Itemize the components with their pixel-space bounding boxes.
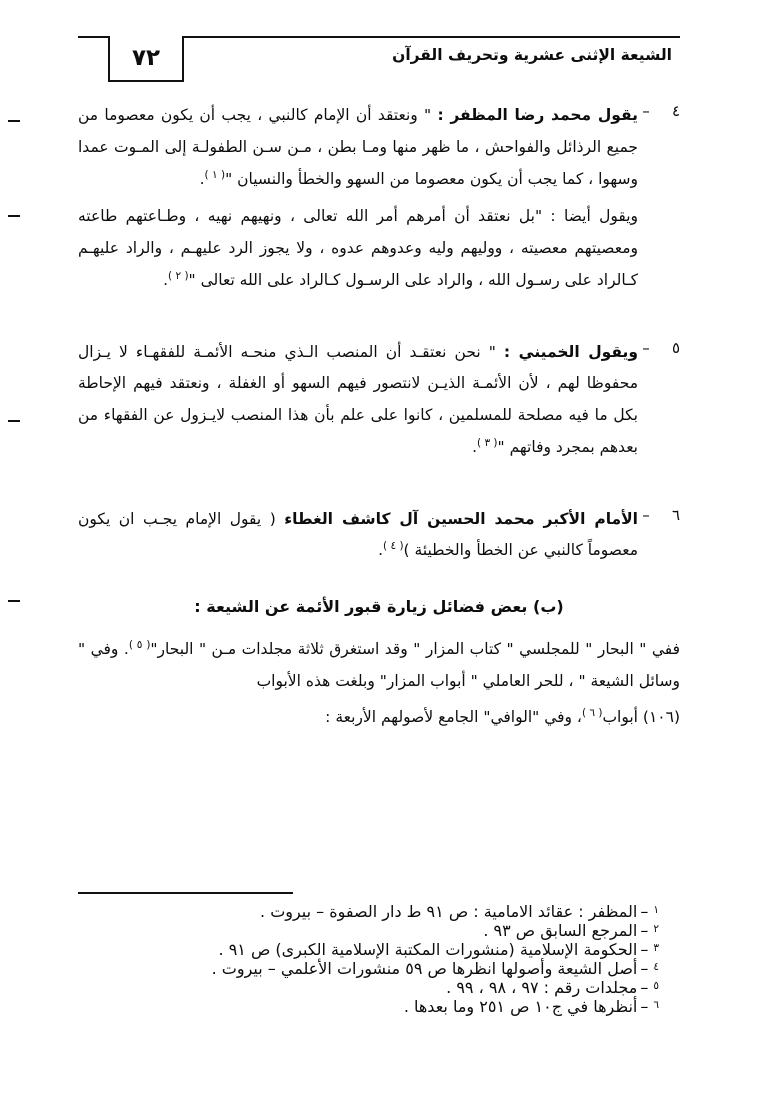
body-text [78,100,680,737]
spacer [78,488,680,504]
footnote-item [99,921,659,940]
section-text: . وفي " وسائل الشيعة " ، للحر العاملي " أبواب المزار" وبلغت هذه الأبواب [78,640,680,690]
footnote-text: أصل الشيعة وأصولها انظرها ص ٥٩ منشورات الأعلمي – بيروت . [211,958,638,978]
footnote-ref: ( ٢ ) [168,269,189,282]
footnote-list [78,902,680,1016]
section-text: (١٠٦) أبواب [602,707,680,726]
footnote-item [99,997,659,1016]
margin-tick-icon [8,420,20,422]
footnote-number: ١ [653,903,659,916]
footnote-ref: ( ١ ) [204,168,226,181]
item-number: ٥ [671,338,680,357]
footnote-dash: – [640,996,649,1016]
footnote-dash: – [640,977,649,997]
item-number: ٦ [671,505,680,524]
footnote-item [99,940,659,959]
item-dash: – [642,505,650,524]
footnote-item [99,978,659,997]
footnote-number: ٥ [653,979,659,992]
footnote-text: المظفر : عقائد الامامية : ص ٩١ ط دار الصفوة – بيروت . [260,901,638,921]
footnote-number: ٦ [653,998,659,1011]
list-item [78,100,680,303]
list-item [78,337,680,470]
footnote-number: ٤ [653,960,659,973]
margin-tick-icon [8,215,20,217]
item-body [78,100,638,303]
footnote-ref: ( ٣ ) [477,436,498,449]
footnote-dash: – [640,920,649,940]
footnote-number: ٢ [653,922,659,935]
footnote-separator [78,892,293,894]
footnote-text: المرجع السابق ص ٩٣ . [483,920,638,940]
item-body [78,504,638,574]
footnote-item [99,902,659,921]
footnote-text: أنظرها في ج١٠ ص ٢٥١ وما بعدها . [403,996,638,1016]
footnote-text: الحكومة الإسلامية (منشورات المكتبة الإسلامية الكبرى) ص ٩١ . [218,939,638,959]
section-heading: (ب) بعض فضائل زيارة قبور الأئمة عن الشيعة : [194,597,564,617]
section-text: ، وفي "الوافي" الجامع لأصولهم الأربعة : [325,707,582,726]
paragraph: ويقول الخميني : " نحن نعتقـد أن المنصب الـذي منحـه الأئمـة للفقهـاء لا يـزال محفوظا لهم ، لأن الأئمـة الذيـن لانتصور فيهم السهو أو الغفلة ، ونعتقد فيهم الإحاطة بكل ما فيه مصلحة للمسلمين ، كانوا على علم بأن هذا المنصب لايـزول عن الفقهاء من بعدهم بمجرد وفاتهم "$^{( ٣ )}$. [78,342,638,456]
page-number: ٧٢ [131,45,161,71]
footnote-ref: ( ٦ ) [581,706,603,719]
quote-text: " نحن نعتقـد أن المنصب الـذي منحـه الأئمـة للفقهـاء لا يـزال محفوظا لهم ، لأن الأئمـة الذيـن لانتصور فيهم السهو أو الغفلة ، ونعتقد فيهم الإحاطة بكل ما فيه مصلحة للمسلمين ، كانوا على علم بأن هذا المنصب لايـزول عن الفقهاء من بعدهم بمجرد وفاتهم " [78,342,638,456]
page-header [78,36,680,82]
item-dash: – [642,102,650,120]
footnote-dash: – [640,901,649,921]
footnote-dash: – [640,939,649,959]
footnote-item [99,959,659,978]
list-item [78,504,680,574]
quote-text: ويقول أيضا : "بل نعتقد أن أمرهم أمر الله تعالى ، ونهيهم نهيه ، وطـاعتهم طاعته ومعصيتهم معصيته ، ووليهم وليه وعدوهم عدوه ، ولا يجوز الرد عليهـم ، والراد عليهـم كـالراد على رسـول الله ، والراد على الرسـول كـالراد على الله تعالى " [78,207,638,289]
footnote-number: ٣ [653,941,659,954]
footnote-ref: ( ٤ ) [383,540,404,553]
footnote-area [78,892,680,1016]
page-number-box [108,36,184,82]
footnote-rule-wrap [78,892,680,902]
quote-attribution: الأمام الأكبر محمد الحسين آل كاشف الغطاء [284,509,638,528]
running-head-title: الشيعة الإثنى عشرية وتحريف القرآن [392,46,672,64]
item-dash: – [642,338,650,357]
item-number: ٤ [671,102,680,120]
quote-attribution: ويقول الخميني : [503,342,638,361]
section-text: ففي " البحار " للمجلسي " كتاب المزار " وقد استغرق ثلاثة مجلدات مـن " البحار" [150,640,681,659]
paragraph: الأمام الأكبر محمد الحسين آل كاشف الغطاء ( يقول الإمام يجـب ان يكون معصوماً كالنبي عن الخطأ والخطيئة )$^{( ٤ )}$. [78,509,638,560]
quote-attribution: يقول محمد رضا المظفر : [437,106,638,124]
quote-text: " ونعتقد أن الإمام كالنبي ، يجب أن يكون معصوما من جميع الرذائل والفواحش ، ما ظهر منها ومـا بطن ، مـن سـن الطفولـة إلى المـوت عمدا وسهوا ، كما يجب أن يكون معصوما من السهو والخطأ والنسيان " [78,106,638,188]
margin-tick-icon [8,600,20,602]
paragraph: ويقول أيضا : "بل نعتقد أن أمرهم أمر الله تعالى ، ونهيهم نهيه ، وطـاعتهم طاعته ومعصيتهم معصيته ، ووليهم وليه وعدوهم عدوه ، ولا يجوز الرد عليهـم ، والراد عليهـم كـالراد على رسـول الله ، والراد على الرسـول كـالراد على الله تعالى "$^{( ٢ )}$. [78,207,638,289]
spacer [78,321,680,337]
section-body [78,634,680,733]
paragraph [78,634,680,698]
footnote-dash: – [640,958,649,978]
paragraph: يقول محمد رضا المظفر : " ونعتقد أن الإمام كالنبي ، يجب أن يكون معصوما من جميع الرذائل والفواحش ، ما ظهر منها ومـا بطن ، مـن سـن الطفولـة إلى المـوت عمدا وسهوا ، كما يجب أن يكون معصوما من السهو والخطأ والنسيان "$^{( ١ )}$. [78,106,638,188]
margin-tick-icon [8,120,20,122]
paragraph [78,702,680,734]
footnote-ref: ( ٥ ) [128,639,151,652]
quote-text: ( يقول الإمام يجـب ان يكون معصوماً كالنبي عن الخطأ والخطيئة ) [78,509,638,560]
footnote-text: مجلدات رقم : ٩٧ ، ٩٨ ، ٩٩ . [446,977,638,997]
item-body [78,337,638,470]
